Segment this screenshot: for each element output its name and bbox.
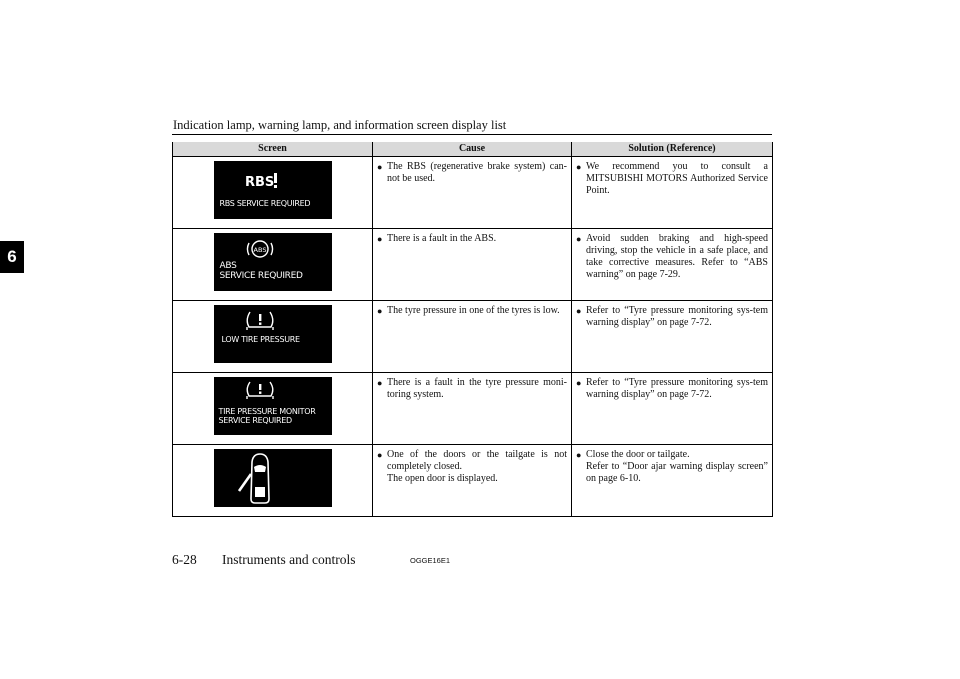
bullet-icon: ● (377, 306, 383, 316)
table-header-row (173, 142, 773, 157)
rbs-icon-text: RBS (244, 175, 274, 190)
solution-item (576, 305, 768, 329)
cause-item (377, 233, 567, 245)
solution-text: Close the door or tailgate. (586, 449, 690, 460)
bullet-icon: ● (377, 450, 383, 460)
running-head: Indication lamp, warning lamp, and information screen display list (173, 118, 507, 132)
bullet-icon: ● (377, 234, 383, 244)
tpms-service-display (214, 377, 332, 435)
cause-text: The tyre pressure in one of the tyres is low. (387, 305, 560, 316)
tire-pressure-icon (214, 305, 332, 363)
cause-text: One of the doors or the tailgate is not completely closed. (387, 449, 567, 472)
cause-item (377, 161, 567, 185)
display-text: ABS (219, 261, 237, 271)
bullet-icon: ● (377, 378, 383, 388)
cause-text: There is a fault in the tyre pressure moni-toring system. (387, 377, 567, 400)
bullet-icon: ● (576, 162, 582, 172)
tire-pressure-icon (214, 377, 332, 435)
cause-item (377, 377, 567, 401)
cause-text: There is a fault in the ABS. (387, 233, 497, 244)
abs-icon-text: ABS (253, 246, 266, 254)
page-number: 6-28 (172, 552, 197, 567)
display-text: RBS SERVICE REQUIRED (219, 199, 311, 208)
door-ajar-car-icon (214, 449, 332, 507)
solution-item (576, 377, 768, 401)
solution-text: Refer to “Tyre pressure monitoring sys-tem warning display” on page 7-72. (586, 305, 768, 328)
solution-item (576, 233, 768, 281)
low-tire-pressure-display (214, 305, 332, 363)
section-title: Instruments and controls (222, 552, 356, 567)
cause-item (377, 449, 567, 485)
bullet-icon: ● (576, 450, 582, 460)
table-row (173, 229, 773, 301)
solution-item (576, 161, 768, 197)
header-rule (172, 134, 772, 135)
display-text: TIRE PRESSURE MONITOR (218, 407, 316, 416)
display-text: SERVICE REQUIRED (218, 416, 292, 425)
bullet-icon: ● (576, 234, 582, 244)
display-list-table (172, 142, 773, 517)
solution-text: Refer to “Tyre pressure monitoring sys-tem warning display” on page 7-72. (586, 377, 768, 400)
table-row (173, 157, 773, 229)
solution-text: Refer to “Door ajar warning display screen” on page 6-10. (586, 461, 768, 484)
abs-service-display (214, 233, 332, 291)
cause-item (377, 305, 567, 317)
table-row (173, 445, 773, 517)
header-screen: Screen (173, 142, 373, 157)
bullet-icon: ● (377, 162, 383, 172)
solution-text: We recommend you to consult a MITSUBISHI MOTORS Authorized Service Point. (586, 161, 768, 196)
solution-item (576, 449, 768, 485)
header-cause: Cause (373, 142, 572, 157)
bullet-icon: ● (576, 378, 582, 388)
door-ajar-display (214, 449, 332, 507)
display-text: SERVICE REQUIRED (219, 271, 303, 281)
chapter-tab: 6 (0, 241, 24, 273)
table-row (173, 373, 773, 445)
solution-text: Avoid sudden braking and high-speed driving, stop the vehicle in a safe place, and take corrective measures. Refer to “ABS warning” on page 7-29. (586, 233, 768, 280)
cause-text: The RBS (regenerative brake system) can-not be used. (387, 161, 567, 184)
display-text: LOW TIRE PRESSURE (221, 335, 300, 344)
table-row (173, 301, 773, 373)
header-solution: Solution (Reference) (572, 142, 773, 157)
cause-text: The open door is displayed. (387, 473, 498, 484)
bullet-icon: ● (576, 306, 582, 316)
document-code: OGGE16E1 (410, 556, 451, 565)
rbs-service-display (214, 161, 332, 219)
rbs-warning-icon (214, 161, 332, 219)
